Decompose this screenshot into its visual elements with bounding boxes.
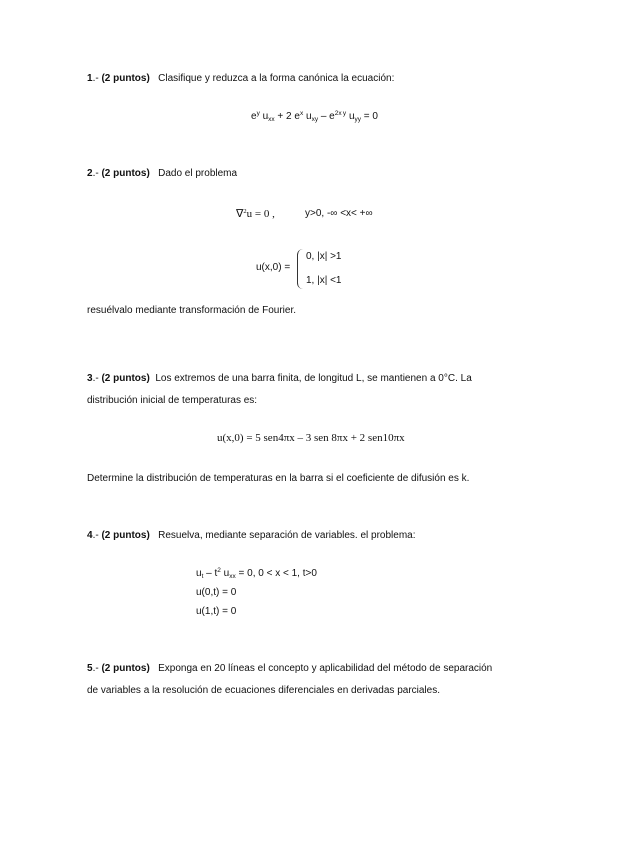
q3-text-2: distribución inicial de temperaturas es: bbox=[87, 395, 258, 406]
q3-equation: u(x,0) = 5 sen4πx – 3 sen 8πx + 2 sen10πx bbox=[217, 432, 405, 444]
q2-domain: y>0, -∞ <x< +∞ bbox=[305, 208, 373, 219]
q4-points: (2 puntos) bbox=[101, 530, 150, 541]
q1-dash: .- bbox=[92, 73, 99, 84]
q2-closing: resuélvalo mediante transformación de Fourier. bbox=[87, 305, 296, 316]
q5-number: 5 bbox=[87, 663, 93, 674]
q1-number: 1 bbox=[87, 73, 93, 84]
q2-condition-1: 0, |x| >1 bbox=[306, 251, 342, 262]
q1-text: Clasifique y reduzca a la forma canónica la ecuación: bbox=[158, 73, 395, 84]
q4-heading bbox=[87, 530, 416, 541]
q5-dash: .- bbox=[92, 663, 99, 674]
q3-points: (2 puntos) bbox=[101, 373, 150, 384]
q4-number: 4 bbox=[87, 530, 93, 541]
q3-number: 3 bbox=[87, 373, 93, 384]
q4-dash: .- bbox=[92, 530, 99, 541]
q3-text-1: Los extremos de una barra finita, de longitud L, se mantienen a 0°C. La bbox=[155, 373, 472, 384]
q5-text-2: de variables a la resolución de ecuaciones diferenciales en derivadas parciales. bbox=[87, 685, 440, 696]
q5-heading bbox=[87, 658, 492, 702]
q2-number: 2 bbox=[87, 168, 93, 179]
q2-brace bbox=[297, 249, 306, 289]
q1-equation: $e^y$ $u_{xx} + 2$ $e^x$ $u_{xy} - e^{2x y}$ $u_{yy} = 0$ bbox=[251, 110, 378, 123]
q4-boundary-2: u(1,t) = 0 bbox=[196, 606, 237, 617]
q2-points: (2 puntos) bbox=[101, 168, 150, 179]
q3-heading bbox=[87, 368, 472, 412]
q3-dash: .- bbox=[92, 373, 99, 384]
q3-closing: Determine la distribución de temperaturas en la barra si el coeficiente de difusión es k. bbox=[87, 473, 470, 484]
q4-pde: $u_t - t^2$ $u_{xx} = 0$, 0 < x < 1, t>0 bbox=[196, 567, 317, 580]
q2-laplace-equation: ∇$^2$u = 0 , bbox=[236, 208, 275, 220]
q2-text: Dado el problema bbox=[158, 168, 238, 179]
q1-heading bbox=[87, 73, 394, 84]
q5-text-1: Exponga en 20 líneas el concepto y aplicabilidad del método de separación bbox=[158, 663, 493, 674]
q4-text: Resuelva, mediante separación de variables. el problema: bbox=[158, 530, 416, 541]
q1-points: (2 puntos) bbox=[101, 73, 150, 84]
q2-condition-label: u(x,0) = bbox=[256, 262, 291, 273]
q2-dash: .- bbox=[92, 168, 99, 179]
q2-condition-2: 1, |x| <1 bbox=[306, 275, 342, 286]
q2-heading bbox=[87, 168, 237, 179]
q4-boundary-1: u(0,t) = 0 bbox=[196, 587, 237, 598]
q5-points: (2 puntos) bbox=[101, 663, 150, 674]
